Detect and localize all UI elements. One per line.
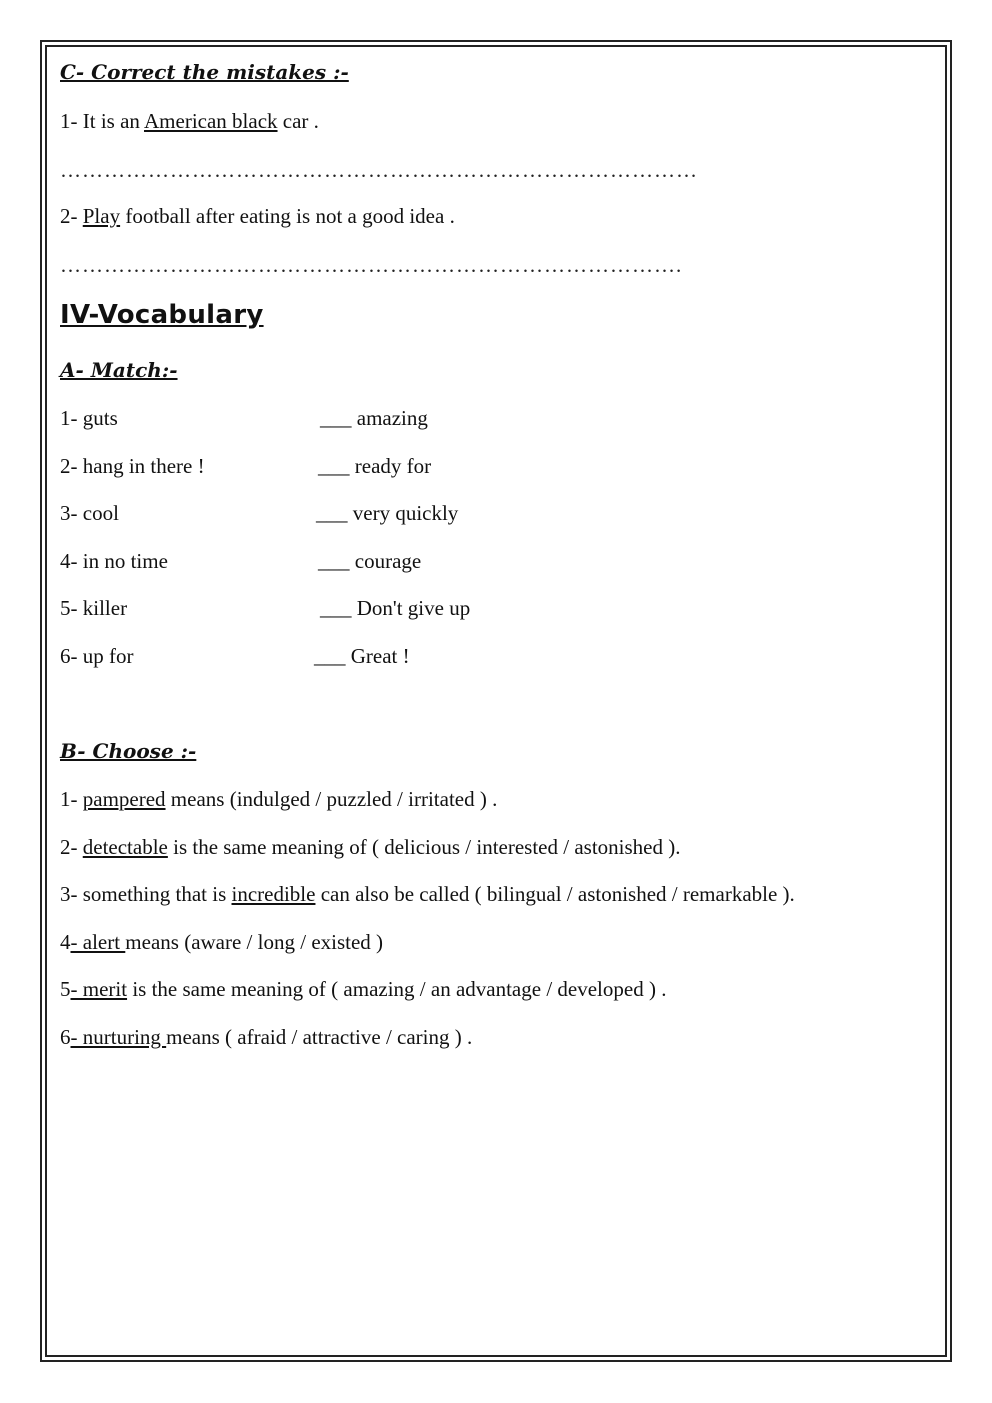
match-right-1: ___ amazing — [320, 406, 428, 430]
mistake-underlined: Play — [82, 204, 121, 228]
choose-item-1: 1- pampered means (indulged / puzzled / irritated ) . — [60, 787, 498, 811]
vocab-word: pampered — [82, 787, 166, 811]
match-left-6: 6- up for — [60, 644, 134, 668]
choose-heading: B- Choose :- — [60, 739, 197, 763]
match-left-1: 1- guts — [60, 406, 118, 430]
vocab-word: - nurturing — [70, 1025, 167, 1049]
vocab-word: incredible — [231, 882, 316, 906]
page-border-inner — [45, 45, 947, 1357]
match-right-2: ___ ready for — [318, 454, 432, 478]
mistake-underlined: American black — [144, 109, 278, 133]
correct-item-2: 2- Play football after eating is not a good idea . — [60, 204, 455, 228]
vocab-word: - merit — [70, 977, 128, 1001]
match-left-2: 2- hang in there ! — [60, 454, 205, 478]
answer-line-1: …………………………………………………………………………… — [60, 158, 698, 182]
match-heading: A- Match:- — [60, 358, 178, 382]
match-left-5: 5- killer — [60, 596, 128, 620]
choose-item-3: 3- something that is incredible can also be called ( bilingual / astonished / remarkable ). — [60, 882, 795, 906]
section-c-heading: C- Correct the mistakes :- — [60, 60, 349, 84]
choose-item-5: 5- merit is the same meaning of ( amazing / an advantage / developed ) . — [60, 977, 667, 1001]
choose-item-4: 4- alert means (aware / long / existed ) — [60, 930, 384, 954]
answer-line-2: …………………………………………………………………………. — [60, 253, 683, 277]
match-right-4: ___ courage — [318, 549, 422, 573]
match-right-5: ___ Don't give up — [320, 596, 471, 620]
match-right-6: ___ Great ! — [314, 644, 410, 668]
choose-item-6: 6- nurturing means ( afraid / attractive / caring ) . — [60, 1025, 473, 1049]
vocab-word: detectable — [82, 835, 168, 859]
match-left-3: 3- cool — [60, 501, 119, 525]
match-left-4: 4- in no time — [60, 549, 168, 573]
correct-item-1: 1- It is an American black car . — [60, 109, 319, 133]
vocab-word: - alert — [70, 930, 126, 954]
match-right-3: ___ very quickly — [316, 501, 459, 525]
vocabulary-heading: IV-Vocabulary — [60, 300, 264, 330]
choose-item-2: 2- detectable is the same meaning of ( delicious / interested / astonished ). — [60, 835, 681, 859]
